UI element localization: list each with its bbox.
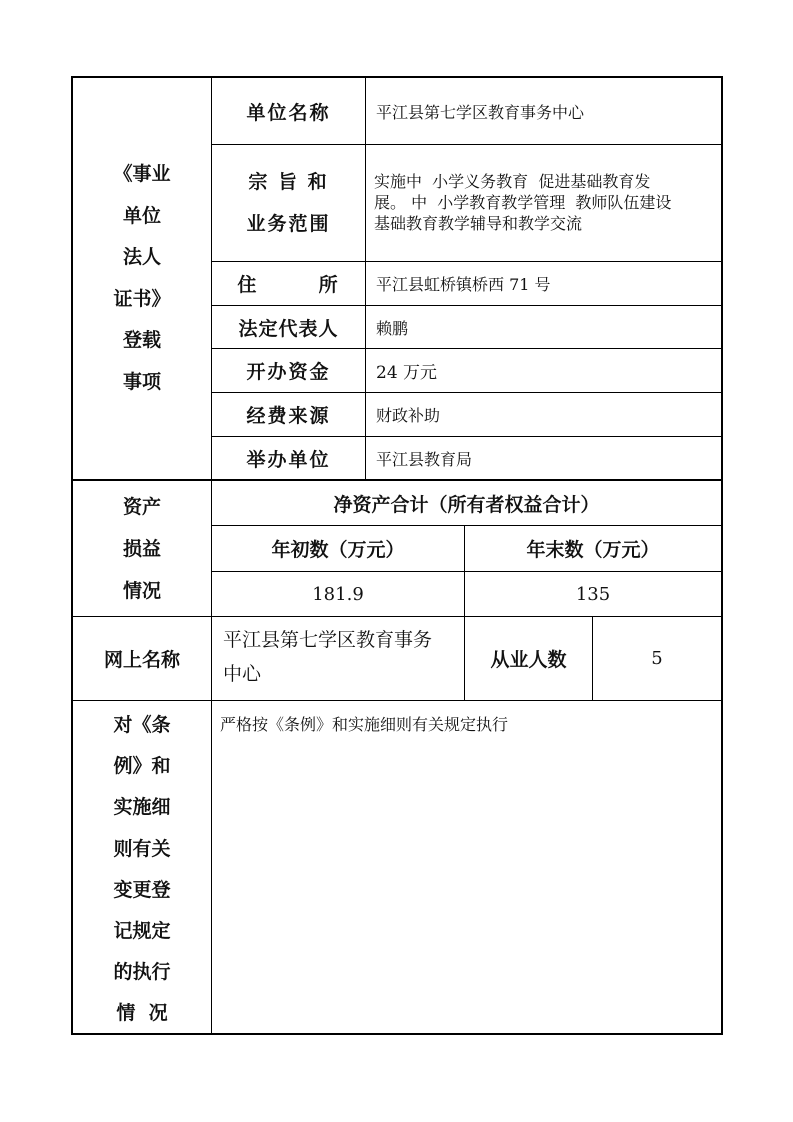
sponsor-value: 平江县教育局	[376, 449, 473, 469]
capital-value: 24 万元	[376, 363, 438, 383]
net-assets-header: 净资产合计（所有者权益合计）	[333, 493, 600, 516]
title-line: 事项	[122, 370, 161, 393]
purpose-value-line: 基础教育教学辅导和教学交流	[374, 214, 583, 233]
title-line: 情况	[122, 579, 161, 602]
purpose-label	[212, 145, 365, 261]
sponsor-label: 举办单位	[246, 448, 331, 471]
capital-label: 开办资金	[246, 361, 331, 383]
title-line: 例》和	[113, 755, 171, 778]
online-name-label: 网上名称	[103, 649, 180, 671]
end-value: 135	[575, 583, 611, 605]
online-name-line: 中心	[223, 663, 262, 685]
purpose-value-line: 展。 中 小学教育教学管理 教师队伍建设	[374, 193, 672, 212]
legal-rep-value: 赖鹏	[376, 318, 409, 338]
title-line: 则有关	[113, 837, 171, 860]
address-value: 平江县虹桥镇桥西 71 号	[376, 275, 551, 294]
assets-section-title	[73, 481, 211, 616]
unit-name-label: 单位名称	[246, 101, 331, 124]
unit-name-value: 平江县第七学区教育事务中心	[376, 102, 585, 122]
title-line: 单位	[122, 204, 161, 227]
begin-header: 年初数（万元）	[271, 539, 405, 561]
purpose-value	[366, 145, 723, 261]
end-header: 年末数（万元）	[526, 539, 660, 561]
title-line: 变更登	[113, 878, 171, 901]
online-name-value	[212, 617, 464, 700]
compliance-section-title	[73, 701, 211, 1033]
staff-count-value: 5	[651, 648, 663, 669]
title-line: 资产	[122, 495, 161, 518]
online-name-line: 平江县第七学区教育事务	[223, 629, 433, 651]
funding-label: 经费来源	[246, 405, 331, 427]
title-line: 损益	[122, 537, 161, 560]
title-line: 证书》	[113, 287, 171, 310]
title-line: 记规定	[113, 920, 171, 943]
purpose-label-line: 宗 旨 和	[248, 171, 329, 193]
title-line: 情 况	[116, 1002, 168, 1025]
funding-value: 财政补助	[376, 406, 441, 425]
title-line: 对《条	[113, 714, 171, 736]
title-line: 的执行	[113, 961, 171, 984]
begin-value: 181.9	[312, 583, 364, 605]
title-line: 实施细	[113, 796, 171, 819]
title-line: 法人	[122, 246, 161, 268]
purpose-value-line: 实施中 小学义务教育 促进基础教育发	[374, 172, 651, 191]
legal-rep-label: 法定代表人	[238, 317, 339, 340]
purpose-label-line: 业务范围	[246, 213, 331, 235]
title-line: 《事业	[113, 163, 171, 185]
title-line: 登载	[122, 329, 161, 351]
staff-count-label: 从业人数	[490, 649, 567, 671]
registration-section-title	[73, 78, 211, 479]
address-label: 住 所	[237, 274, 340, 296]
compliance-value: 严格按《条例》和实施细则有关规定执行	[220, 715, 509, 734]
